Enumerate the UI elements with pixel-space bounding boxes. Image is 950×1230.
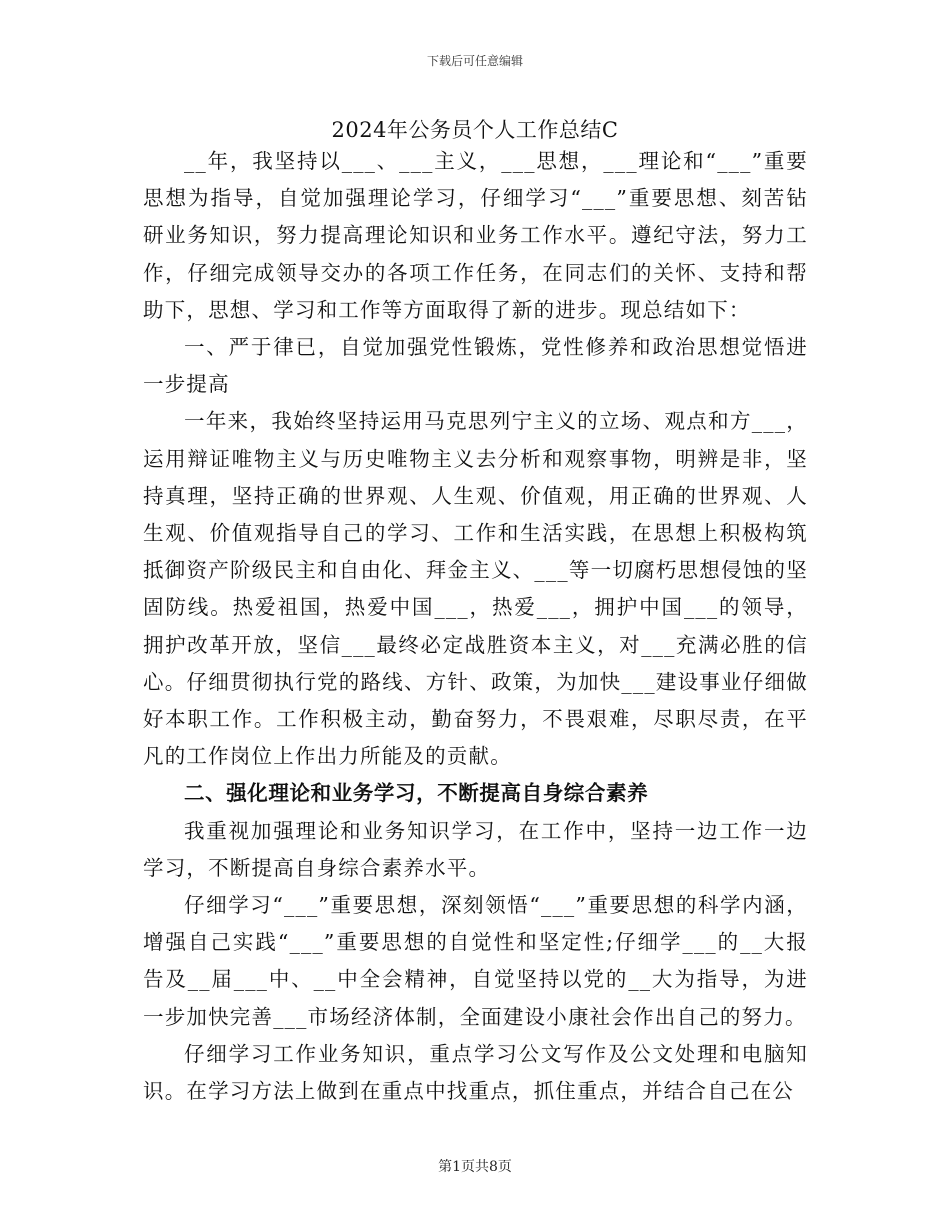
document-body <box>143 143 808 1110</box>
section-1-paragraph: 一年来，我始终坚持运用马克思列宁主义的立场、观点和方___，运用辩证唯物主义与历史唯物主义去分析和观察事物，明辨是非，坚持真理，坚持正确的世界观、人生观、价值观，用正确的世界观、人生观、价值观指导自己的学习、工作和生活实践，在思想上积极构筑抵御资产阶级民主和自由化、拜金主义、___等一切腐朽思想侵蚀的坚固防线。热爱祖国，热爱中国___，热爱___，拥护中国___的领导，拥护改革开放，坚信___最终必定战胜资本主义，对___充满必胜的信心。仔细贯彻执行党的路线、方针、政策，为加快___建设事业仔细做好本职工作。工作积极主动，勤奋努力，不畏艰难，尽职尽责，在平凡的工作岗位上作出力所能及的贡献。 <box>143 409 808 769</box>
document-title: 2024年公务员个人工作总结C <box>331 118 619 142</box>
section-2-paragraph-1: 我重视加强理论和业务知识学习，在工作中，坚持一边工作一边学习，不断提高自身综合素养水平。 <box>143 818 808 880</box>
section-heading-1: 一、严于律已，自觉加强党性锻炼，党性修养和政治思想觉悟进一步提高 <box>143 335 808 397</box>
page-header-note: 下载后可任意编辑 <box>426 54 523 68</box>
intro-paragraph: __年，我坚持以___、___主义，___思想，___理论和“___”重要思想为指导，自觉加强理论学习，仔细学习“___”重要思想、刻苦钻研业务知识，努力提高理论知识和业务工作水平。遵纪守法，努力工作，仔细完成领导交办的各项工作任务，在同志们的关怀、支持和帮助下，思想、学习和工作等方面取得了新的进步。现总结如下： <box>143 149 808 322</box>
section-2-paragraph-3: 仔细学习工作业务知识，重点学习公文写作及公文处理和电脑知识。在学习方法上做到在重点中找重点，抓住重点，并结合自己在公 <box>143 1041 808 1104</box>
section-heading-2: 二、强化理论和业务学习，不断提高自身综合素养 <box>184 781 649 806</box>
section-2-paragraph-2: 仔细学习“___”重要思想，深刻领悟“___”重要思想的科学内涵，增强自己实践“___”重要思想的自觉性和坚定性;仔细学___的__大报告及__届___中、__中全会精神，自觉坚持以党的__大为指导，为进一步加快完善___市场经济体制，全面建设小康社会作出自己的努力。 <box>143 893 808 1029</box>
page-number: 第1页共8页 <box>438 1159 512 1175</box>
